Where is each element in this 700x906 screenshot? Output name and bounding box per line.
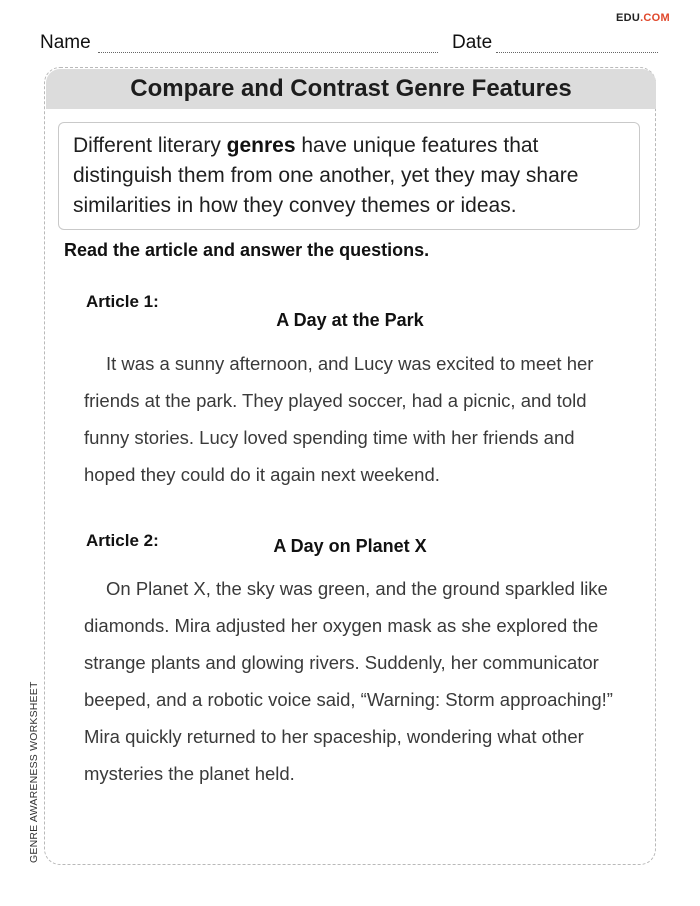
- brand-suffix: .COM: [640, 12, 670, 24]
- intro-text-after: have unique features that distinguish them from one another, yet they may share similarities in how they convey themes or ideas.: [73, 134, 579, 217]
- instruction-text: Read the article and answer the questions.: [64, 240, 430, 260]
- article-2-body: On Planet X, the sky was green, and the ground sparkled like diamonds. Mira adjusted her oxygen mask as she explored the strange plants and glowing rivers. Suddenly, her communicator beeped, and a robotic voice said, “Warning: Storm approaching!” Mira quickly returned to her spaceship, wondering what other mysteries the planet held.: [84, 578, 613, 784]
- article-1-title: A Day at the Park: [276, 310, 424, 330]
- name-date-row: [40, 32, 658, 54]
- article-2-title: A Day on Planet X: [273, 536, 427, 556]
- intro-keyword: genres: [226, 134, 296, 157]
- date-label: Date: [452, 32, 493, 53]
- name-label: Name: [40, 32, 91, 53]
- intro-box: [58, 122, 640, 230]
- article-1-body: It was a sunny afternoon, and Lucy was excited to meet her friends at the park. They played soccer, had a picnic, and told funny stories. Lucy loved spending time with her friends and hoped they could do it again next weekend.: [84, 353, 594, 485]
- intro-text-before: Different literary: [73, 134, 227, 157]
- brand-name: EDU: [615, 12, 641, 24]
- name-field[interactable]: [98, 52, 438, 53]
- page-title: Compare and Contrast Genre Features: [46, 69, 656, 109]
- date-field[interactable]: [496, 52, 658, 53]
- brand-logo: [616, 12, 670, 24]
- article-2-label: Article 2:: [86, 531, 159, 550]
- article-1-label: Article 1:: [86, 292, 159, 311]
- side-label: GENRE AWARENESS WORKSHEET: [28, 681, 40, 863]
